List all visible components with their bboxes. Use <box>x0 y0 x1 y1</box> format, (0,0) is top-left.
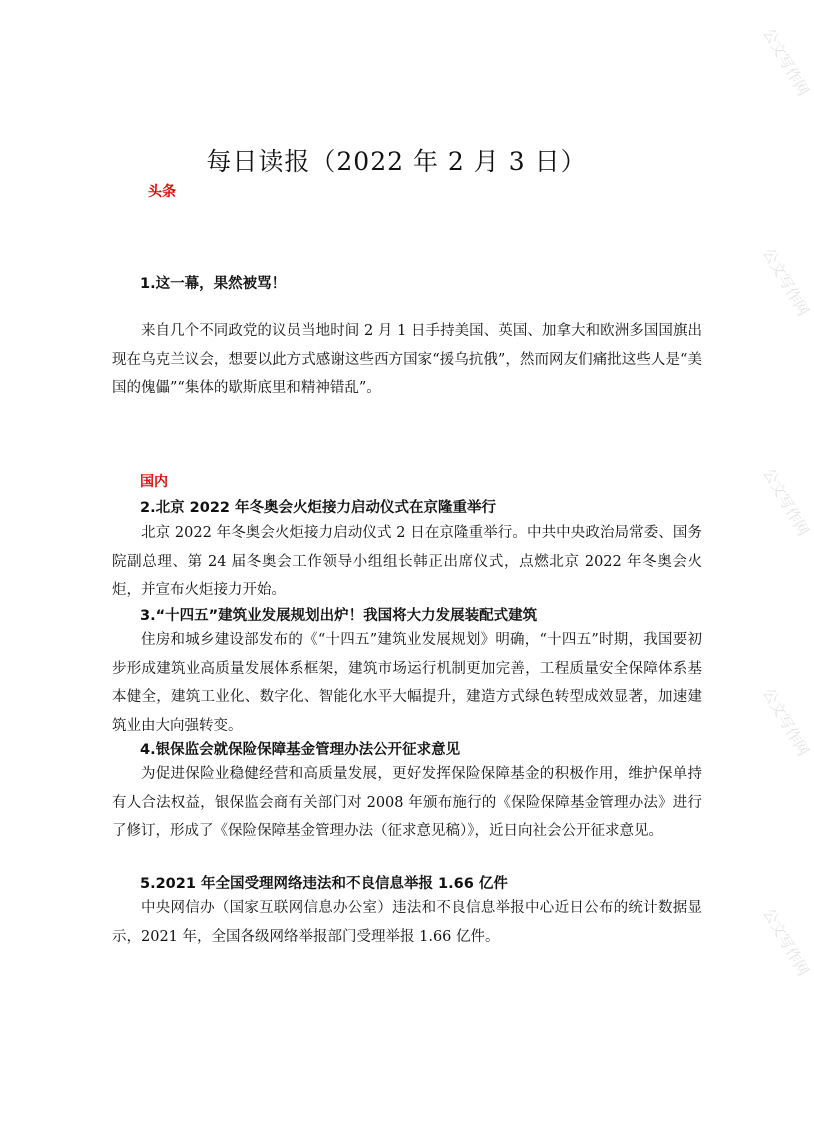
item-heading-1: 1.这一幕，果然被骂！ <box>140 276 287 292</box>
item-heading-2: 2.北京 2022 年冬奥会火炬接力启动仪式在京隆重举行 <box>140 500 497 516</box>
watermark: 公文写作网 <box>759 684 813 759</box>
item-body-1: 来自几个不同政党的议员当地时间 2 月 1 日手持美国、英国、加拿大和欧洲多国国旗出现在乌克兰议会，想要以此方式感谢这些西方国家“援乌抗俄”，然而网友们痛批这些人是“美国的傀儡”“集体的歇斯底里和精神错乱”。 <box>112 323 702 396</box>
watermark: 公文写作网 <box>759 904 813 979</box>
section-label-headline: 头条 <box>148 184 176 200</box>
item-heading-4: 4.银保监会就保险保障基金管理办法公开征求意见 <box>140 742 461 758</box>
watermark: 公文写作网 <box>759 24 813 99</box>
item-body-3: 住房和城乡建设部发布的《“十四五”建筑业发展规划》明确，“十四五”时期，我国要初步形成建筑业高质量发展体系框架，建筑市场运行机制更加完善，工程质量安全保障体系基本健全，建筑工业化、数字化、智能化水平大幅提升，建造方式绿色转型成效显著，加速建筑业由大向强转变。 <box>112 632 702 734</box>
item-body-5: 中央网信办（国家互联网信息办公室）违法和不良信息举报中心近日公布的统计数据显示，2021 年，全国各级网络举报部门受理举报 1.66 亿件。 <box>112 900 702 945</box>
section-label-domestic: 国内 <box>140 474 168 490</box>
watermark: 公文写作网 <box>759 244 813 319</box>
item-body-4: 为促进保险业稳健经营和高质量发展，更好发挥保险保障基金的积极作用，维护保单持有人合法权益，银保监会商有关部门对 2008 年颁布施行的《保险保障基金管理办法》进行了修订，形成了《保险保障基金管理办法（征求意见稿）》，近日向社会公开征求意见。 <box>112 766 702 839</box>
page-title: 每日读报（2022 年 2 月 3 日） <box>206 147 587 176</box>
item-heading-3: 3.“十四五”建筑业发展规划出炉！我国将大力发展装配式建筑 <box>140 608 538 624</box>
item-body-2: 北京 2022 年冬奥会火炬接力启动仪式 2 日在京隆重举行。中共中央政治局常委、国务院副总理、第 24 届冬奥会工作领导小组组长韩正出席仪式，点燃北京 2022 年冬奥会火炬，并宣布火炬接力开始。 <box>112 525 702 598</box>
watermark: 公文写作网 <box>759 464 813 539</box>
item-heading-5: 5.2021 年全国受理网络违法和不良信息举报 1.66 亿件 <box>140 876 508 892</box>
